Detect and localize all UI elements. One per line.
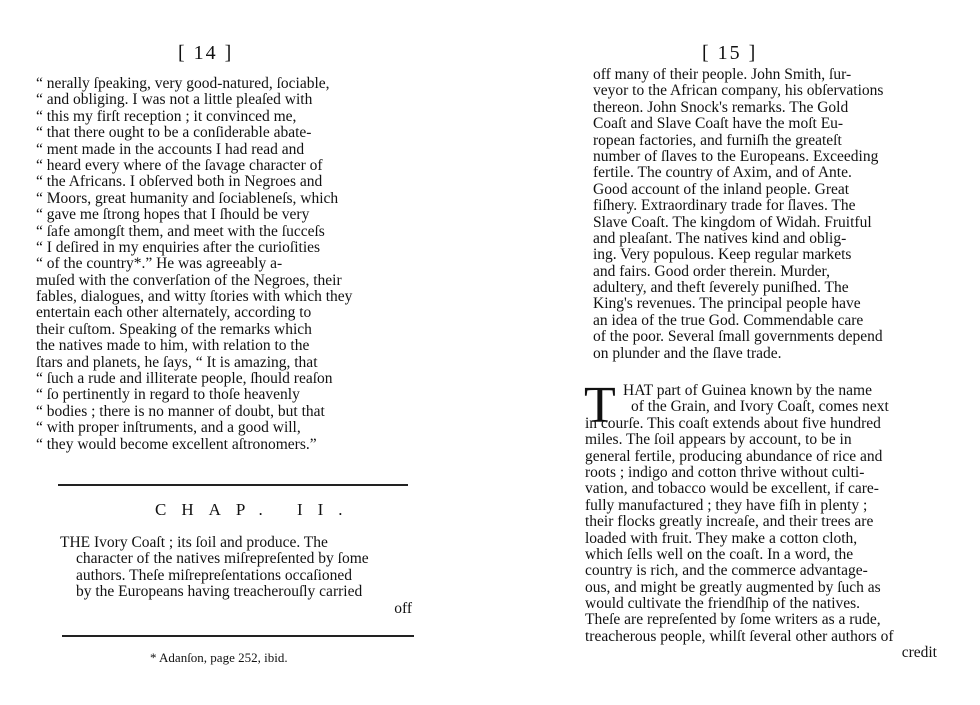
text-line: “ ſafe amongſt them, and meet with the ſucceſs: [36, 222, 325, 240]
text-line: country is rich, and the commerce advantage-: [585, 562, 868, 580]
text-line: muſed with the converſation of the Negroes, their: [36, 271, 342, 289]
text-line: ing. Very populous. Keep regular markets: [593, 246, 852, 264]
chapter-summary: [60, 535, 412, 617]
footnote: * Adanſon, page 252, ibid.: [150, 650, 288, 665]
text-line: “ the Africans. I obſerved both in Negroes and: [36, 173, 323, 191]
text-line: number of ſlaves to the Europeans. Exceeding: [593, 147, 879, 165]
text-line: fully manufactured ; they have fiſh in plenty ;: [585, 496, 868, 514]
text-line: ropean factories, and furniſh the greateſt: [593, 131, 842, 149]
text-line: Slave Coaſt. The kingdom of Widah. Fruitful: [593, 213, 872, 231]
text-line: which ſells well on the coaſt. In a word, the: [585, 545, 854, 563]
text-line: entertain each other alternately, according to: [36, 304, 312, 322]
chapter-summary-continued: [593, 67, 931, 362]
page-number: [ 14 ]: [178, 42, 234, 64]
drop-cap: T: [584, 377, 616, 434]
text-line: adultery, and theft ſeverely puniſhed. The: [593, 279, 849, 297]
text-line: “ gave me ſtrong hopes that I ſhould be very: [36, 206, 310, 224]
text-line: would cultivate the friendſhip of the natives.: [585, 595, 861, 613]
text-line: off: [394, 599, 412, 617]
text-line: by the Europeans having treacherouſly carried: [76, 583, 363, 601]
text-line: “ ſuch a rude and illiterate people, ſhould reaſon: [36, 370, 333, 388]
text-line: of the poor. Several ſmall governments depend: [593, 328, 883, 346]
text-line: “ ſo pertinently in regard to thoſe heavenly: [36, 386, 300, 404]
text-line: “ and obliging. I was not a little pleaſed with: [36, 91, 313, 109]
text-line: “ that there ought to be a conſiderable abate-: [36, 124, 312, 142]
text-line: THE Ivory Coaſt ; its ſoil and produce. The: [60, 534, 328, 551]
footnote-rule: [62, 635, 414, 637]
text-line: “ nerally ſpeaking, very good-natured, ſociable,: [36, 75, 330, 92]
text-line: roots ; indigo and cotton thrive without culti-: [585, 463, 865, 481]
text-line: “ with proper inſtruments, and a good will,: [36, 419, 301, 437]
text-line: ſtars and planets, he ſays, “ It is amazing, that: [36, 353, 318, 371]
text-line: “ they would become excellent aſtronomers.”: [36, 435, 317, 453]
text-line: loaded with fruit. They make a cotton cloth,: [585, 529, 858, 547]
text-line: an idea of the true God. Commendable care: [593, 311, 864, 329]
text-line: vation, and tobacco would be excellent, if care-: [585, 480, 879, 498]
text-line: King's revenues. The principal people have: [593, 295, 861, 313]
text-line: fertile. The country of Axim, and of Ante.: [593, 164, 852, 182]
text-line: “ heard every where of the ſavage character of: [36, 156, 323, 174]
text-line: in courſe. This coaſt extends about five hundred: [585, 414, 881, 432]
section-rule: [58, 484, 408, 486]
text-line: “ this my firſt reception ; it convinced me,: [36, 107, 297, 125]
text-line: veyor to the African company, his obſervations: [593, 82, 884, 100]
text-line: treacherous people, whilſt ſeveral other authors of: [585, 627, 894, 645]
text-line: authors. Theſe miſrepreſentations occaſioned: [76, 566, 353, 584]
text-line: miles. The ſoil appears by account, to be in: [585, 431, 852, 449]
text-line: and pleaſant. The natives kind and oblig-: [593, 229, 847, 247]
text-line: Good account of the inland people. Great: [593, 180, 850, 198]
text-line: the natives made to him, with relation to the: [36, 337, 310, 355]
chapter-heading: CHAP. II.: [155, 500, 358, 519]
text-line: “ of the country*.” He was agreeably a-: [36, 255, 283, 273]
text-line: fiſhery. Extraordinary trade for ſlaves. The: [593, 197, 856, 215]
text-line: credit: [901, 644, 937, 662]
text-line: “ I deſired in my enquiries after the curioſities: [36, 238, 321, 256]
left-page-text: [36, 76, 404, 453]
text-line: “ ment made in the accounts I had read and: [36, 140, 305, 158]
text-line: and fairs. Good order therein. Murder,: [593, 262, 830, 280]
text-line: HAT part of Guinea known by the name: [623, 382, 872, 399]
text-line: on plunder and the ſlave trade.: [593, 344, 782, 362]
text-line: their flocks greatly increaſe, and their trees are: [585, 513, 874, 531]
text-line: “ bodies ; there is no manner of doubt, but that: [36, 402, 325, 420]
text-line: of the Grain, and Ivory Coaſt, comes next: [631, 398, 889, 416]
text-line: Theſe are repreſented by ſome writers as a rude,: [585, 611, 881, 629]
text-line: Coaſt and Slave Coaſt have the moſt Eu-: [593, 115, 844, 133]
body-text: [585, 383, 937, 662]
text-line: ous, and might be greatly augmented by ſuch as: [585, 578, 881, 596]
right-page: [490, 0, 980, 705]
text-line: “ Moors, great humanity and ſociableneſs, which: [36, 189, 339, 207]
text-line: character of the natives miſrepreſented by ſome: [76, 550, 369, 568]
text-line: thereon. John Snock's remarks. The Gold: [593, 98, 849, 116]
text-line: off many of their people. John Smith, ſur-: [593, 66, 852, 83]
page-number: [ 15 ]: [702, 42, 758, 64]
text-line: their cuſtom. Speaking of the remarks which: [36, 320, 312, 338]
text-line: general fertile, producing abundance of rice and: [585, 447, 883, 465]
text-line: fables, dialogues, and witty ſtories with which they: [36, 288, 353, 306]
